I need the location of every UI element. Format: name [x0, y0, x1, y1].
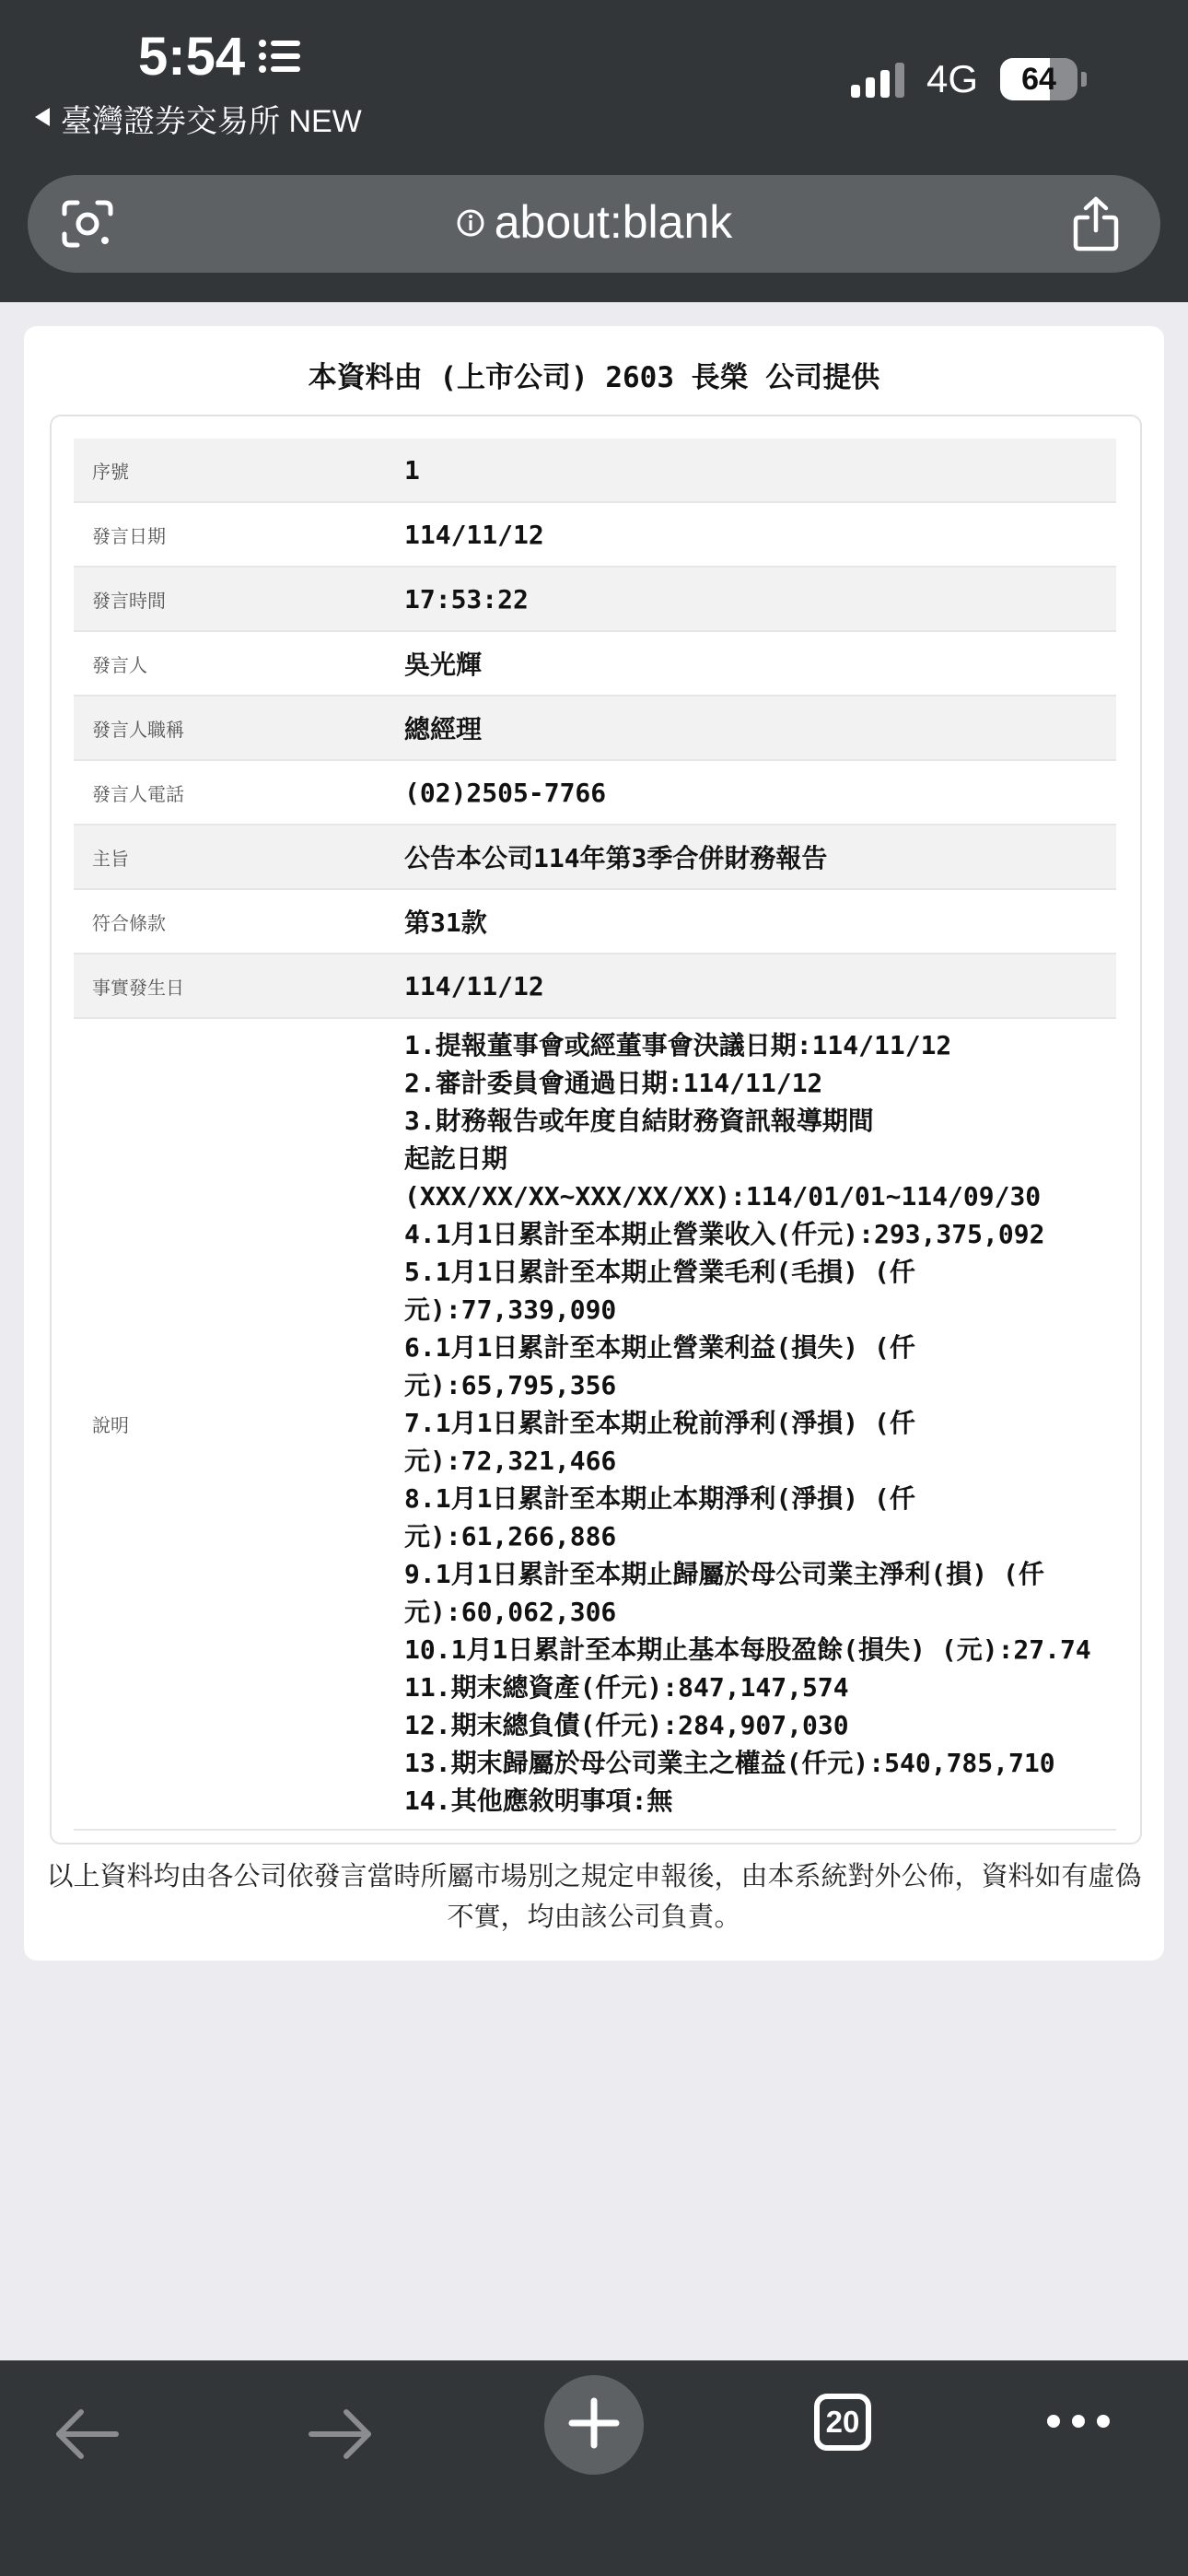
- share-icon[interactable]: [1072, 195, 1120, 256]
- disclaimer-note: 以上資料均由各公司依發言當時所屬市場別之規定申報後，由本系統對外公佈，資料如有虛偽不實，均由該公司負責。: [46, 1860, 1142, 1932]
- announcement-panel: [50, 415, 1142, 1844]
- row-label: 發言人電話: [74, 760, 404, 825]
- back-to-app-link[interactable]: [33, 96, 362, 141]
- description-line: 5.1月1日累計至本期止營業毛利(毛損) (仟: [404, 1257, 915, 1287]
- row-value: 總經理: [404, 696, 1116, 760]
- row-label: 事實發生日: [74, 954, 404, 1018]
- new-tab-button[interactable]: [544, 2375, 644, 2475]
- description-line: 7.1月1日累計至本期止稅前淨利(淨損) (仟: [404, 1408, 915, 1438]
- table-row: [74, 631, 1116, 696]
- tabs-button[interactable]: [814, 2394, 871, 2451]
- table-row: [74, 954, 1116, 1018]
- row-label: 符合條款: [74, 889, 404, 954]
- row-value: 吳光輝: [404, 631, 1116, 696]
- back-button[interactable]: [52, 2406, 122, 2465]
- back-triangle-icon: [33, 100, 52, 136]
- description-line: 元):65,795,356: [404, 1370, 617, 1400]
- table-row: [74, 439, 1116, 502]
- browser-bottom-toolbar: [0, 2360, 1188, 2576]
- table-row: [74, 696, 1116, 760]
- row-value: 114/11/12: [404, 502, 1116, 567]
- battery-percent: 64: [1021, 61, 1056, 97]
- table-row: [74, 567, 1116, 631]
- status-indicators: [851, 57, 1087, 101]
- table-row: [74, 825, 1116, 889]
- row-value: 114/11/12: [404, 954, 1116, 1018]
- table-row: [74, 760, 1116, 825]
- more-dots-icon: [1046, 2414, 1111, 2432]
- description-line: 1.提報董事會或經董事會決議日期:114/11/12: [404, 1030, 952, 1060]
- description-line: 元):77,339,090: [404, 1294, 617, 1325]
- info-icon: [456, 195, 485, 249]
- row-label: 發言人職稱: [74, 696, 404, 760]
- description-line: 2.審計委員會通過日期:114/11/12: [404, 1068, 823, 1098]
- page-title: 本資料由 (上市公司) 2603 長榮 公司提供: [308, 361, 880, 394]
- row-label: 發言日期: [74, 502, 404, 567]
- description-value: [404, 1018, 1116, 1830]
- row-label: 發言時間: [74, 567, 404, 631]
- url-display[interactable]: [28, 195, 1160, 249]
- description-line: 元):72,321,466: [404, 1446, 617, 1476]
- arrow-left-icon: [52, 2406, 122, 2465]
- forward-button[interactable]: [306, 2406, 376, 2465]
- browser-top-bar: [0, 0, 1188, 302]
- announcement-table: [74, 439, 1116, 1831]
- row-label: 主旨: [74, 825, 404, 889]
- row-value: 17:53:22: [404, 567, 1116, 631]
- cellular-signal-icon: [851, 61, 904, 98]
- status-time: [138, 26, 302, 88]
- table-row: [74, 502, 1116, 567]
- description-line: 9.1月1日累計至本期止歸屬於母公司業主淨利(損) (仟: [404, 1559, 1044, 1589]
- description-line: 11.期末總資產(仟元):847,147,574: [404, 1672, 849, 1703]
- description-row: [74, 1018, 1116, 1830]
- arrow-right-icon: [306, 2406, 376, 2465]
- row-label: 發言人: [74, 631, 404, 696]
- row-value: 1: [404, 439, 1116, 502]
- description-line: 10.1月1日累計至本期止基本每股盈餘(損失) (元):27.74: [404, 1634, 1091, 1665]
- description-line: 12.期末總負債(仟元):284,907,030: [404, 1710, 849, 1740]
- description-line: 14.其他應敘明事項:無: [404, 1786, 673, 1816]
- description-line: 6.1月1日累計至本期止營業利益(損失) (仟: [404, 1332, 915, 1363]
- description-line: 4.1月1日累計至本期止營業收入(仟元):293,375,092: [404, 1219, 1045, 1249]
- battery-icon: [1000, 58, 1077, 100]
- announcement-card: [24, 326, 1164, 1961]
- focus-list-icon: [258, 26, 302, 88]
- back-app-label: 臺灣證券交易所 NEW: [61, 104, 362, 139]
- description-line: 13.期末歸屬於母公司業主之權益(仟元):540,785,710: [404, 1748, 1055, 1778]
- description-line: 8.1月1日累計至本期止本期淨利(淨損) (仟: [404, 1483, 915, 1514]
- description-label: 說明: [74, 1018, 404, 1830]
- address-bar[interactable]: [28, 175, 1160, 273]
- row-label: 序號: [74, 439, 404, 502]
- description-line: 3.財務報告或年度自結財務資訊報導期間: [404, 1106, 874, 1136]
- network-type: 4G: [926, 57, 978, 100]
- status-time-text: 5:54: [138, 27, 246, 87]
- battery-tip: [1081, 72, 1087, 87]
- tab-count: 20: [814, 2394, 871, 2451]
- plus-icon: [568, 2397, 620, 2453]
- description-line: 元):60,062,306: [404, 1597, 617, 1627]
- url-text: about:blank: [494, 196, 733, 248]
- row-value: (02)2505-7766: [404, 760, 1116, 825]
- description-line: 元):61,266,886: [404, 1521, 617, 1551]
- table-row: [74, 889, 1116, 954]
- more-button[interactable]: [1046, 2414, 1111, 2432]
- row-value: 第31款: [404, 889, 1116, 954]
- description-line: (XXX/XX/XX~XXX/XX/XX):114/01/01~114/09/30: [404, 1181, 1042, 1212]
- row-value: 公告本公司114年第3季合併財務報告: [404, 825, 1116, 889]
- description-line: 起訖日期: [404, 1143, 508, 1174]
